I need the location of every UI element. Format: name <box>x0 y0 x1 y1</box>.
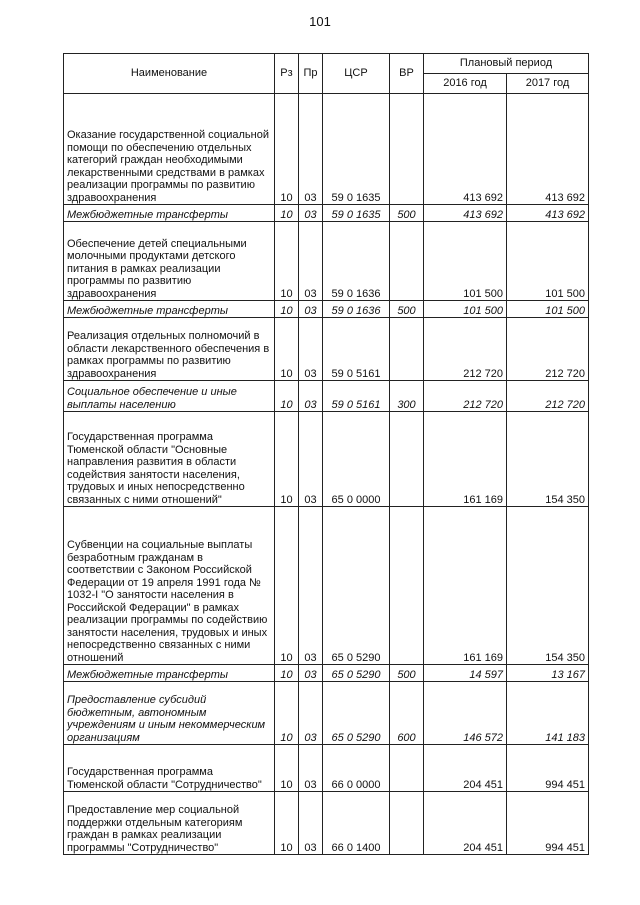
row-csr: 65 0 0000 <box>323 412 390 507</box>
row-csr: 59 0 5161 <box>323 381 390 412</box>
row-rz: 10 <box>275 318 299 381</box>
row-csr: 65 0 5290 <box>323 682 390 745</box>
row-name: Межбюджетные трансферты <box>64 665 275 682</box>
budget-table <box>63 53 589 855</box>
row-2016: 14 597 <box>424 665 507 682</box>
row-rz: 10 <box>275 682 299 745</box>
row-name: Социальное обеспечение и иные выплаты населению <box>64 381 275 412</box>
row-2017: 154 350 <box>507 412 589 507</box>
row-pr: 03 <box>299 507 323 665</box>
row-csr: 59 0 1635 <box>323 94 390 205</box>
table-row <box>64 507 589 665</box>
row-name: Предоставление мер социальной поддержки отдельным категориям граждан в рамках реализации программы "Сотрудничество" <box>64 792 275 855</box>
row-pr: 03 <box>299 412 323 507</box>
row-2017: 413 692 <box>507 94 589 205</box>
row-name: Государственная программа Тюменской области "Основные направления развития в области содействия занятости населения, трудовых и иных непосредственно связанных с ними отношений" <box>64 412 275 507</box>
row-2016: 146 572 <box>424 682 507 745</box>
row-2017: 994 451 <box>507 792 589 855</box>
row-name: Оказание государственной социальной помощи по обеспечению отдельных категорий граждан необходимыми лекарственными средствами в рамках реализации программы по развитию здравоохранения <box>64 94 275 205</box>
table-row <box>64 792 589 855</box>
row-pr: 03 <box>299 792 323 855</box>
row-rz: 10 <box>275 222 299 301</box>
row-2017: 101 500 <box>507 301 589 318</box>
row-2016: 212 720 <box>424 318 507 381</box>
row-pr: 03 <box>299 205 323 222</box>
row-2017: 212 720 <box>507 381 589 412</box>
row-vr: 500 <box>390 301 424 318</box>
row-2016: 161 169 <box>424 507 507 665</box>
row-2017: 994 451 <box>507 745 589 792</box>
row-2017: 141 183 <box>507 682 589 745</box>
header-csr: ЦСР <box>323 54 390 94</box>
table-row <box>64 381 589 412</box>
row-vr <box>390 792 424 855</box>
row-name: Межбюджетные трансферты <box>64 301 275 318</box>
row-2016: 204 451 <box>424 792 507 855</box>
table-row <box>64 318 589 381</box>
row-2017: 154 350 <box>507 507 589 665</box>
row-csr: 65 0 5290 <box>323 665 390 682</box>
row-2016: 413 692 <box>424 94 507 205</box>
row-vr <box>390 745 424 792</box>
row-rz: 10 <box>275 745 299 792</box>
row-rz: 10 <box>275 665 299 682</box>
header-pr: Пр <box>299 54 323 94</box>
row-vr: 500 <box>390 665 424 682</box>
row-rz: 10 <box>275 412 299 507</box>
row-csr: 59 0 1636 <box>323 301 390 318</box>
row-rz: 10 <box>275 205 299 222</box>
row-vr: 600 <box>390 682 424 745</box>
row-name: Субвенции на социальные выплаты безработным гражданам в соответствии с Законом Российской Федерации от 19 апреля 1991 года № 1032-I "О занятости населения в Российской Федерации" в рамках реализации программы по содействию занятости населения, трудовых и иных непосредственно связанных с ними отношений <box>64 507 275 665</box>
row-pr: 03 <box>299 682 323 745</box>
table-row <box>64 682 589 745</box>
row-csr: 59 0 5161 <box>323 318 390 381</box>
row-vr: 500 <box>390 205 424 222</box>
table-row <box>64 222 589 301</box>
row-pr: 03 <box>299 222 323 301</box>
row-csr: 66 0 1400 <box>323 792 390 855</box>
header-year-2016: 2016 год <box>424 74 507 94</box>
row-vr <box>390 222 424 301</box>
table-row <box>64 412 589 507</box>
row-2017: 13 167 <box>507 665 589 682</box>
row-name: Межбюджетные трансферты <box>64 205 275 222</box>
header-vr: ВР <box>390 54 424 94</box>
row-pr: 03 <box>299 94 323 205</box>
row-csr: 59 0 1636 <box>323 222 390 301</box>
row-rz: 10 <box>275 94 299 205</box>
row-pr: 03 <box>299 301 323 318</box>
row-name: Государственная программа Тюменской области "Сотрудничество" <box>64 745 275 792</box>
row-vr <box>390 94 424 205</box>
table-row <box>64 205 589 222</box>
row-vr <box>390 412 424 507</box>
header-name: Наименование <box>64 54 275 94</box>
row-vr <box>390 318 424 381</box>
row-2016: 204 451 <box>424 745 507 792</box>
row-2016: 101 500 <box>424 222 507 301</box>
row-2017: 101 500 <box>507 222 589 301</box>
table-row <box>64 301 589 318</box>
table-row <box>64 665 589 682</box>
row-csr: 59 0 1635 <box>323 205 390 222</box>
row-rz: 10 <box>275 301 299 318</box>
table-row <box>64 745 589 792</box>
row-vr: 300 <box>390 381 424 412</box>
row-pr: 03 <box>299 665 323 682</box>
table-row <box>64 94 589 205</box>
row-pr: 03 <box>299 381 323 412</box>
row-2016: 413 692 <box>424 205 507 222</box>
row-rz: 10 <box>275 507 299 665</box>
row-csr: 66 0 0000 <box>323 745 390 792</box>
row-name: Предоставление субсидий бюджетным, автономным учреждениям и иным некоммерческим организациям <box>64 682 275 745</box>
header-year-2017: 2017 год <box>507 74 589 94</box>
header-planned-period: Плановый период <box>424 54 589 74</box>
row-csr: 65 0 5290 <box>323 507 390 665</box>
row-2016: 212 720 <box>424 381 507 412</box>
row-rz: 10 <box>275 792 299 855</box>
row-name: Реализация отдельных полномочий в области лекарственного обеспечения в рамках программы по развитию здравоохранения <box>64 318 275 381</box>
row-pr: 03 <box>299 745 323 792</box>
row-2016: 161 169 <box>424 412 507 507</box>
row-name: Обеспечение детей специальными молочными продуктами детского питания в рамках реализации программы по развитию здравоохранения <box>64 222 275 301</box>
row-pr: 03 <box>299 318 323 381</box>
row-vr <box>390 507 424 665</box>
row-rz: 10 <box>275 381 299 412</box>
row-2017: 413 692 <box>507 205 589 222</box>
header-rz: Рз <box>275 54 299 94</box>
row-2017: 212 720 <box>507 318 589 381</box>
page-number: 101 <box>309 14 331 29</box>
row-2016: 101 500 <box>424 301 507 318</box>
